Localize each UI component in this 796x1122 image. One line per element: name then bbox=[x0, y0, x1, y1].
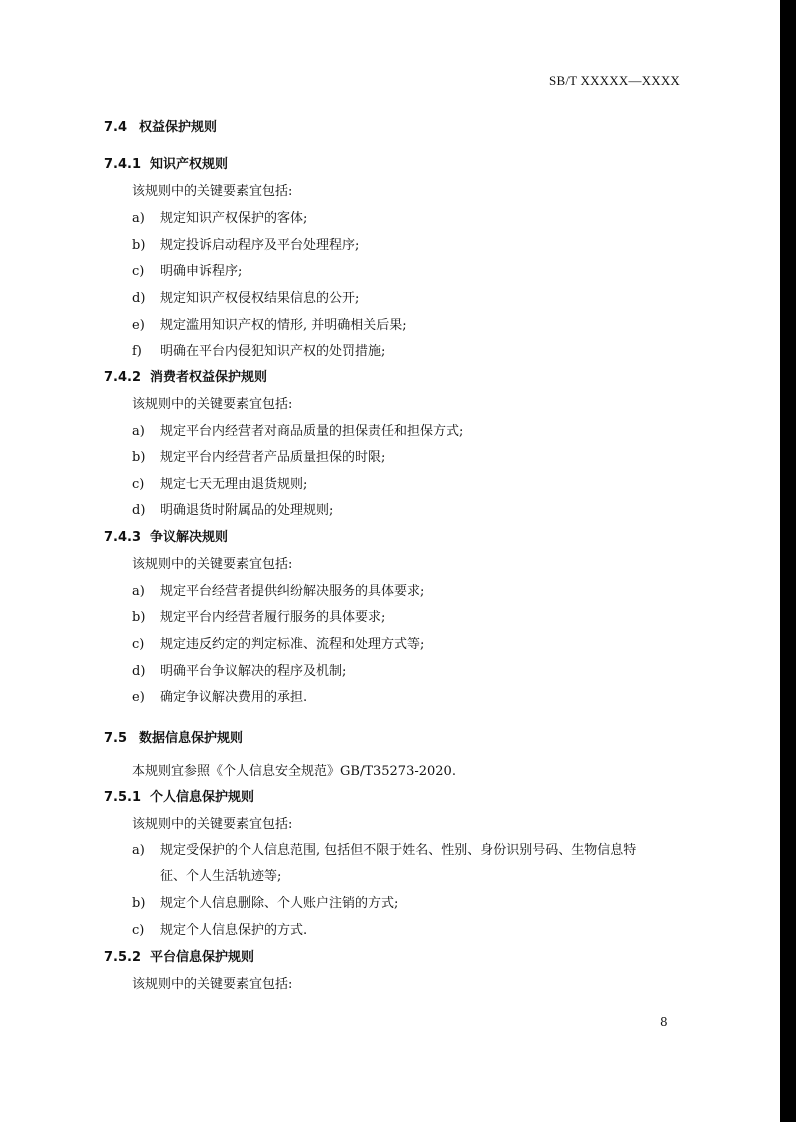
page-number: 8 bbox=[660, 1015, 668, 1029]
list-item: e) 规定滥用知识产权的情形, 并明确相关后果; bbox=[132, 318, 407, 333]
list-item: d) 明确退货时附属品的处理规则; bbox=[132, 503, 334, 518]
list-item: e) 确定争议解决费用的承担. bbox=[132, 690, 308, 705]
list-item: f) 明确在平台内侵犯知识产权的处罚措施; bbox=[132, 344, 386, 359]
section-intro: 该规则中的关键要素宜包括: bbox=[132, 397, 293, 412]
list-item: b) 规定平台内经营者履行服务的具体要求; bbox=[132, 610, 386, 625]
list-item: a) 规定知识产权保护的客体; bbox=[132, 211, 308, 226]
list-item: c) 明确申诉程序; bbox=[132, 264, 243, 279]
list-item: a) 规定受保护的个人信息范围, 包括但不限于姓名、性别、身份识别号码、生物信息特 bbox=[132, 843, 637, 858]
list-item: a) 规定平台内经营者对商品质量的担保责任和担保方式; bbox=[132, 424, 464, 439]
section-intro: 该规则中的关键要素宜包括: bbox=[132, 817, 293, 832]
list-item: b) 规定平台内经营者产品质量担保的时限; bbox=[132, 450, 386, 465]
list-item-continuation: 征、个人生活轨迹等; bbox=[160, 869, 282, 884]
section-heading-7-4-1: 7.4.1 知识产权规则 bbox=[104, 157, 229, 172]
section-heading-7-5: 7.5 数据信息保护规则 bbox=[104, 731, 244, 746]
page-edge-bar bbox=[780, 0, 796, 1122]
section-intro: 该规则中的关键要素宜包括: bbox=[132, 977, 293, 992]
section-heading-7-4-3: 7.4.3 争议解决规则 bbox=[104, 530, 229, 545]
list-item: c) 规定违反约定的判定标准、流程和处理方式等; bbox=[132, 637, 425, 652]
list-item: b) 规定投诉启动程序及平台处理程序; bbox=[132, 238, 360, 253]
list-item: c) 规定七天无理由退货规则; bbox=[132, 477, 308, 492]
document-code: SB/T XXXXX—XXXX bbox=[549, 73, 680, 88]
section-intro: 本规则宜参照《个人信息安全规范》GB/T35273-2020. bbox=[132, 764, 456, 779]
list-item: b) 规定个人信息删除、个人账户注销的方式; bbox=[132, 896, 399, 911]
section-heading-7-5-1: 7.5.1 个人信息保护规则 bbox=[104, 790, 255, 805]
list-item: c) 规定个人信息保护的方式. bbox=[132, 923, 308, 938]
section-heading-7-5-2: 7.5.2 平台信息保护规则 bbox=[104, 950, 255, 965]
list-item: d) 规定知识产权侵权结果信息的公开; bbox=[132, 291, 360, 306]
section-heading-7-4-2: 7.4.2 消费者权益保护规则 bbox=[104, 370, 268, 385]
section-heading-7-4: 7.4 权益保护规则 bbox=[104, 120, 218, 135]
list-item: a) 规定平台经营者提供纠纷解决服务的具体要求; bbox=[132, 584, 425, 599]
list-item: d) 明确平台争议解决的程序及机制; bbox=[132, 664, 347, 679]
section-intro: 该规则中的关键要素宜包括: bbox=[132, 557, 293, 572]
section-intro: 该规则中的关键要素宜包括: bbox=[132, 184, 293, 199]
